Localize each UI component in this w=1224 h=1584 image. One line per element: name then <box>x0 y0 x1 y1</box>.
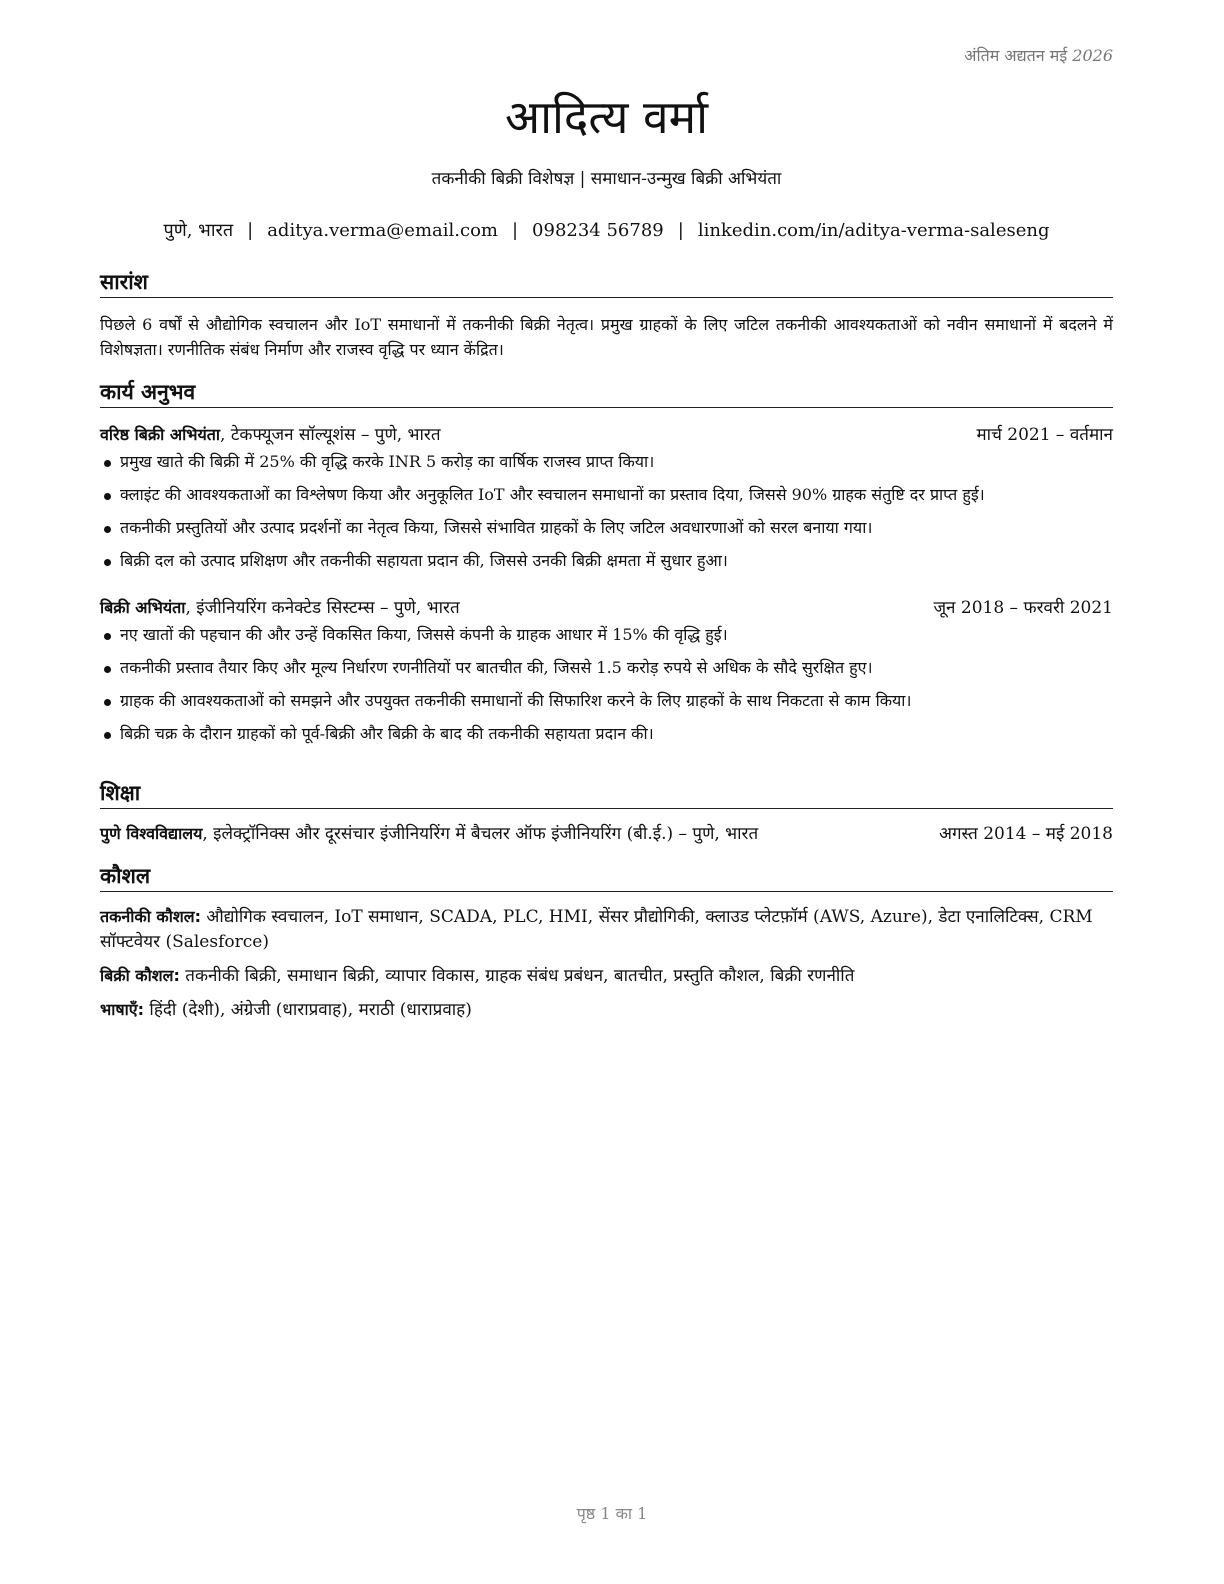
skill-line-technical <box>100 904 1113 955</box>
job-role <box>100 422 441 448</box>
achievement-item: बिक्री दल को उत्पाद प्रशिक्षण और तकनीकी सहायता प्रदान की, जिससे उनकी बिक्री क्षमता में सुधार हुआ। <box>120 549 1113 573</box>
education-heading: शिक्षा <box>100 779 1113 809</box>
contact-email[interactable]: aditya.verma@email.com <box>267 220 498 241</box>
education-dates: अगस्त 2014 – मई 2018 <box>938 824 1113 844</box>
education-entry <box>100 821 1113 847</box>
achievement-item: प्रमुख खाते की बिक्री में 25% की वृद्धि करके INR 5 करोड़ का वार्षिक राजस्व प्राप्त किया। <box>120 450 1113 474</box>
job-role <box>100 595 460 621</box>
job-title: वरिष्ठ बिक्री अभियंता <box>100 425 221 444</box>
page-number: पृष्ठ 1 का 1 <box>576 1504 648 1523</box>
achievement-item: तकनीकी प्रस्तुतियों और उत्पाद प्रदर्शनों का नेतृत्व किया, जिससे संभावित ग्राहकों के लिए जटिल अवधारणाओं को सरल बनाया गया। <box>120 516 1113 540</box>
achievement-item: क्लाइंट की आवश्यकताओं का विश्लेषण किया और अनुकूलित IoT और स्वचालन समाधानों का प्रस्ताव दिया, जिससे 90% ग्राहक संतुष्टि दर प्राप्त हुई। <box>120 483 1113 507</box>
experience-section <box>100 378 1113 755</box>
skill-text: हिंदी (देशी), अंग्रेजी (धाराप्रवाह), मराठी (धाराप्रवाह) <box>144 1000 472 1020</box>
education-institution: पुणे विश्वविद्यालय <box>100 824 203 843</box>
skill-line-languages <box>100 997 1113 1023</box>
contact-location: पुणे, भारत <box>163 220 234 241</box>
contact-phone: 098234 56789 <box>532 220 664 241</box>
skill-label: बिक्री कौशल: <box>100 966 180 985</box>
achievement-item: बिक्री चक्र के दौरान ग्राहकों को पूर्व-बिक्री और बिक्री के बाद की तकनीकी सहायता प्रदान की। <box>120 722 1113 746</box>
last-updated-label: अंतिम अद्यतन मई <box>964 46 1068 65</box>
summary-heading: सारांश <box>100 268 1113 298</box>
achievement-item: तकनीकी प्रस्ताव तैयार किए और मूल्य निर्धारण रणनीतियों पर बातचीत की, जिससे 1.5 करोड़ रुपये से अधिक के सौदे सुरक्षित हुए। <box>120 656 1113 680</box>
job-dates: मार्च 2021 – वर्तमान <box>976 425 1113 445</box>
last-updated-year: 2026 <box>1072 46 1113 65</box>
job-achievements <box>100 623 1113 746</box>
job-header <box>100 595 1113 621</box>
skills-heading: कौशल <box>100 862 1113 892</box>
achievement-item: ग्राहक की आवश्यकताओं को समझने और उपयुक्त तकनीकी समाधानों की सिफारिश करने के लिए ग्राहकों के साथ निकटता से काम किया। <box>120 689 1113 713</box>
job-entry <box>100 422 1113 573</box>
experience-heading: कार्य अनुभव <box>100 378 1113 408</box>
summary-section <box>100 268 1113 362</box>
contact-separator: | <box>677 220 684 241</box>
job-achievements <box>100 450 1113 573</box>
contact-separator: | <box>511 220 519 241</box>
contact-linkedin[interactable]: linkedin.com/in/aditya-verma-saleseng <box>697 220 1050 241</box>
job-entry <box>100 595 1113 746</box>
achievement-item: नए खातों की पहचान की और उन्हें विकसित किया, जिससे कंपनी के ग्राहक आधार में 15% की वृद्धि हुई। <box>120 623 1113 647</box>
job-organization: , टेकफ्यूजन सॉल्यूशंस – पुणे, भारत <box>220 425 441 445</box>
summary-text: पिछले 6 वर्षों से औद्योगिक स्वचालन और IoT समाधानों में तकनीकी बिक्री नेतृत्व। प्रमुख ग्राहकों के लिए जटिल तकनीकी आवश्यकताओं को नवीन समाधानों में बदलने में विशेषज्ञता। रणनीतिक संबंध निर्माण और राजस्व वृद्धि पर ध्यान केंद्रित। <box>100 315 1113 359</box>
candidate-name: आदित्य वर्मा <box>505 90 708 144</box>
skill-line-sales <box>100 963 1113 989</box>
candidate-tagline: तकनीकी बिक्री विशेषज्ञ | समाधान-उन्मुख बिक्री अभियंता <box>431 169 782 189</box>
job-dates: जून 2018 – फरवरी 2021 <box>933 598 1113 618</box>
job-title: बिक्री अभियंता <box>100 598 186 617</box>
education-degree: , इलेक्ट्रॉनिक्स और दूरसंचार इंजीनियरिंग में बैचलर ऑफ इंजीनियरिंग (बी.ई.) – पुणे, भारत <box>202 824 759 844</box>
education-section <box>100 779 1113 847</box>
contact-separator: | <box>247 220 254 241</box>
job-organization: , इंजीनियरिंग कनेक्टेड सिस्टम्स – पुणे, भारत <box>185 598 460 618</box>
last-updated <box>964 44 1113 66</box>
skill-text: तकनीकी बिक्री, समाधान बिक्री, व्यापार विकास, ग्राहक संबंध प्रबंधन, बातचीत, प्रस्तुति कौशल, बिक्री रणनीति <box>179 966 855 986</box>
job-header <box>100 422 1113 448</box>
skill-text: औद्योगिक स्वचालन, IoT समाधान, SCADA, PLC, HMI, सेंसर प्रौद्योगिकी, क्लाउड प्लेटफ़ॉर्म (AWS, Azure), डेटा एनालिटिक्स, CRM सॉफ्टवेयर (Salesforce) <box>100 907 1093 952</box>
education-details <box>100 821 758 847</box>
contact-line <box>100 218 1113 242</box>
skill-label: तकनीकी कौशल: <box>100 907 201 926</box>
skill-label: भाषाएँ: <box>100 1000 145 1019</box>
skills-section <box>100 862 1113 1023</box>
